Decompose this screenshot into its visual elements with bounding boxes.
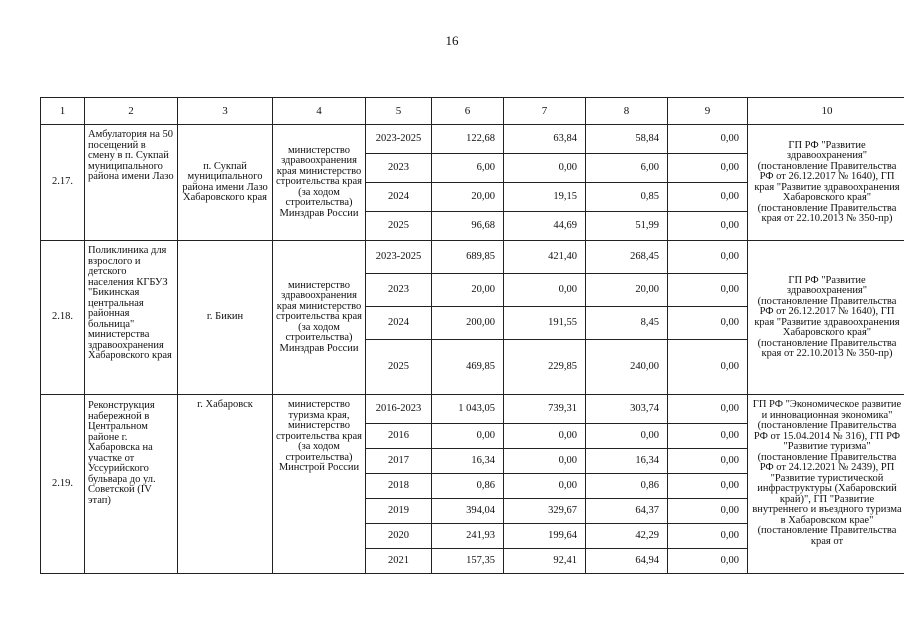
value-cell: 199,64 — [504, 524, 586, 549]
value-cell: 96,68 — [432, 212, 504, 241]
value-cell: 0,00 — [504, 154, 586, 183]
period-cell: 2025 — [366, 212, 432, 241]
value-cell: 0,00 — [668, 212, 748, 241]
program-reference: ГП РФ "Развитие здравоохранения" (постановление Правительства РФ от 26.12.2017 № 1640), ГП края "Развитие здравоохранения Хабаровского края" (постановление Правительства края от 22.10.2013 № 350-пр) — [748, 241, 904, 395]
row-number: 2.18. — [41, 241, 85, 395]
column-header: 1 — [41, 98, 85, 125]
value-cell: 739,31 — [504, 395, 586, 424]
value-cell: 191,55 — [504, 307, 586, 340]
column-header: 9 — [668, 98, 748, 125]
value-cell: 0,00 — [668, 183, 748, 212]
value-cell: 63,84 — [504, 125, 586, 154]
value-cell: 64,94 — [586, 549, 668, 574]
value-cell: 229,85 — [504, 340, 586, 395]
period-cell: 2023 — [366, 154, 432, 183]
object-location: г. Хабаровск — [178, 395, 273, 574]
column-header: 5 — [366, 98, 432, 125]
column-header: 10 — [748, 98, 904, 125]
value-cell: 0,00 — [668, 499, 748, 524]
value-cell: 0,00 — [668, 241, 748, 274]
value-cell: 157,35 — [432, 549, 504, 574]
value-cell: 241,93 — [432, 524, 504, 549]
period-cell: 2016 — [366, 424, 432, 449]
period-cell: 2023 — [366, 274, 432, 307]
program-reference: ГП РФ "Экономическое развитие и инновационная экономика" (постановление Правительства РФ от 15.04.2014 № 316), ГП РФ "Развитие туризма" (постановление Правительства РФ от 24.12.2021 № 2439), РП "Развитие туристической инфраструктуры (Хабаровский край)", ГП "Развитие внутреннего и въездного туризма в Хабаровском крае" (постановление Правительства края от — [748, 395, 904, 574]
value-cell: 0,85 — [586, 183, 668, 212]
object-location: г. Бикин — [178, 241, 273, 395]
value-cell: 0,00 — [668, 307, 748, 340]
object-location: п. Сукпай муниципального района имени Лазо Хабаровского края — [178, 125, 273, 241]
column-header: 7 — [504, 98, 586, 125]
value-cell: 20,00 — [432, 274, 504, 307]
row-number: 2.19. — [41, 395, 85, 574]
value-cell: 16,34 — [432, 449, 504, 474]
value-cell: 0,00 — [668, 524, 748, 549]
value-cell: 64,37 — [586, 499, 668, 524]
column-header: 2 — [85, 98, 178, 125]
value-cell: 0,00 — [668, 474, 748, 499]
value-cell: 469,85 — [432, 340, 504, 395]
value-cell: 268,45 — [586, 241, 668, 274]
value-cell: 19,15 — [504, 183, 586, 212]
object-name: Реконструкция набережной в Центральном районе г. Хабаровска на участке от Уссурийского бульвара до ул. Советской (IV этап) — [85, 395, 178, 574]
value-cell: 0,00 — [504, 274, 586, 307]
value-cell: 20,00 — [586, 274, 668, 307]
page-number: 16 — [445, 33, 459, 48]
value-cell: 303,74 — [586, 395, 668, 424]
row-number: 2.17. — [41, 125, 85, 241]
value-cell: 92,41 — [504, 549, 586, 574]
responsible-body: министерство здравоохранения края министерство строительства края (за ходом строительства) Минздрав России — [273, 125, 366, 241]
period-cell: 2017 — [366, 449, 432, 474]
value-cell: 0,00 — [668, 340, 748, 395]
period-cell: 2016-2023 — [366, 395, 432, 424]
value-cell: 421,40 — [504, 241, 586, 274]
value-cell: 44,69 — [504, 212, 586, 241]
period-cell: 2021 — [366, 549, 432, 574]
value-cell: 0,00 — [586, 424, 668, 449]
table-row — [41, 125, 904, 154]
value-cell: 51,99 — [586, 212, 668, 241]
value-cell: 8,45 — [586, 307, 668, 340]
value-cell: 200,00 — [432, 307, 504, 340]
value-cell: 0,00 — [668, 154, 748, 183]
period-cell: 2024 — [366, 183, 432, 212]
responsible-body: министерство здравоохранения края министерство строительства края (за ходом строительства) Минздрав России — [273, 241, 366, 395]
value-cell: 240,00 — [586, 340, 668, 395]
period-cell: 2024 — [366, 307, 432, 340]
value-cell: 0,00 — [504, 424, 586, 449]
period-cell: 2023-2025 — [366, 125, 432, 154]
value-cell: 42,29 — [586, 524, 668, 549]
value-cell: 689,85 — [432, 241, 504, 274]
value-cell: 0,86 — [432, 474, 504, 499]
object-name: Амбулатория на 50 посещений в смену в п. Сукпай муниципального района имени Лазо — [85, 125, 178, 241]
value-cell: 16,34 — [586, 449, 668, 474]
period-cell: 2025 — [366, 340, 432, 395]
value-cell: 0,00 — [432, 424, 504, 449]
value-cell: 0,00 — [668, 395, 748, 424]
value-cell: 0,00 — [668, 549, 748, 574]
column-header: 3 — [178, 98, 273, 125]
budget-table — [40, 97, 904, 574]
value-cell: 1 043,05 — [432, 395, 504, 424]
table-row — [41, 395, 904, 424]
column-header: 6 — [432, 98, 504, 125]
value-cell: 0,86 — [586, 474, 668, 499]
table-row — [41, 241, 904, 274]
value-cell: 6,00 — [432, 154, 504, 183]
value-cell: 394,04 — [432, 499, 504, 524]
value-cell: 0,00 — [504, 474, 586, 499]
value-cell: 58,84 — [586, 125, 668, 154]
period-cell: 2023-2025 — [366, 241, 432, 274]
object-name: Поликлиника для взрослого и детского населения КГБУЗ "Бикинская центральная районная больница" министерства здравоохранения Хабаровского края — [85, 241, 178, 395]
responsible-body: министерство туризма края, министерство строительства края (за ходом строительства) Минстрой России — [273, 395, 366, 574]
value-cell: 0,00 — [668, 449, 748, 474]
value-cell: 0,00 — [504, 449, 586, 474]
header-row — [41, 98, 904, 125]
period-cell: 2019 — [366, 499, 432, 524]
value-cell: 329,67 — [504, 499, 586, 524]
value-cell: 20,00 — [432, 183, 504, 212]
column-header: 4 — [273, 98, 366, 125]
value-cell: 122,68 — [432, 125, 504, 154]
value-cell: 0,00 — [668, 274, 748, 307]
period-cell: 2020 — [366, 524, 432, 549]
program-reference: ГП РФ "Развитие здравоохранения" (постановление Правительства РФ от 26.12.2017 № 1640), ГП края "Развитие здравоохранения Хабаровского края" (постановление Правительства края от 22.10.2013 № 350-пр) — [748, 125, 904, 241]
value-cell: 0,00 — [668, 424, 748, 449]
value-cell: 6,00 — [586, 154, 668, 183]
value-cell: 0,00 — [668, 125, 748, 154]
column-header: 8 — [586, 98, 668, 125]
period-cell: 2018 — [366, 474, 432, 499]
